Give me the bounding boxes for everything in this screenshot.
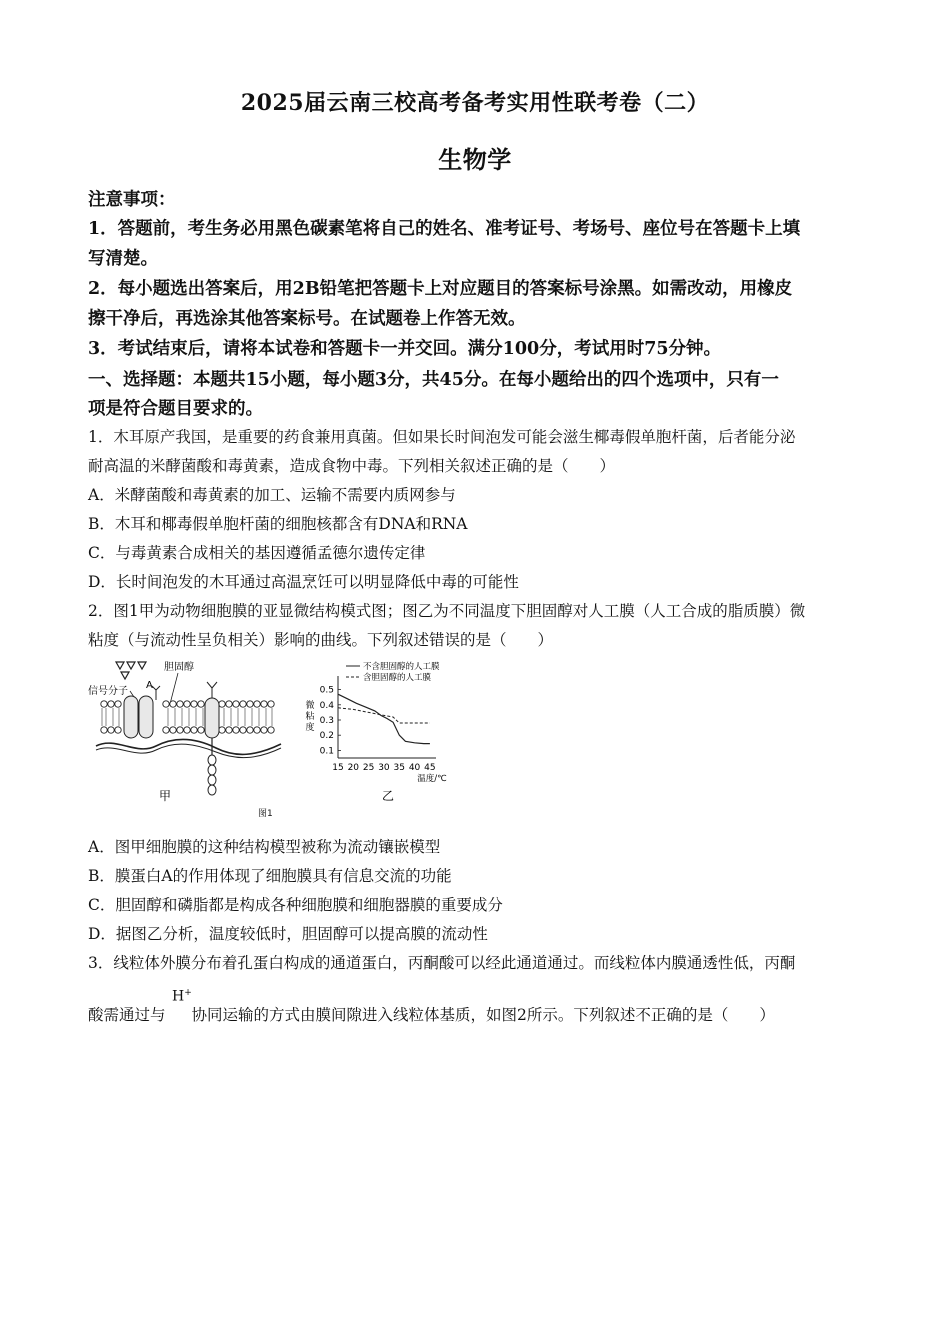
- chart-axes: [338, 676, 436, 758]
- q3-stem-part: 协同运输的方式由膜间隙进入线粒体基质，如图2所示。下列叙述不正确的是（ ）: [191, 1006, 775, 1024]
- y-tick-label: 0.4: [319, 700, 334, 711]
- legend-label: 不含胆固醇的人工膜: [363, 662, 440, 672]
- figure-left-caption: 甲: [159, 789, 172, 803]
- q1-stem: 耐高温的米酵菌酸和毒黄素，造成食物中毒。下列相关叙述正确的是（ ）: [88, 457, 616, 475]
- q2-option-c: C．胆固醇和磷脂都是构成各种细胞膜和细胞器膜的重要成分: [88, 896, 503, 914]
- x-tick-label: 20: [347, 763, 360, 773]
- protein-a-label: A: [146, 680, 153, 691]
- h-ion-symbol: H+: [172, 988, 192, 1005]
- x-tick-label: 15: [332, 763, 344, 773]
- subject-title: 生物学: [438, 145, 512, 174]
- series-line-1: [338, 694, 430, 743]
- q1-option-a: A．米酵菌酸和毒黄素的加工、运输不需要内质网参与: [88, 486, 456, 504]
- q2-stem: 粘度（与流动性呈负相关）影响的曲线。下列叙述错误的是（ ）: [88, 631, 554, 649]
- cholesterol-label: 胆固醇: [164, 662, 194, 673]
- notice-line: 擦干净后，再选涂其他答案标号。在试题卷上作答无效。: [88, 309, 526, 329]
- q3-stem: 3．线粒体外膜分布着孔蛋白构成的通道蛋白，丙酮酸可以经此通道通过。而线粒体内膜通透性低，丙酮: [88, 954, 796, 972]
- y-axis-label-char: 微: [305, 701, 315, 711]
- figure-right-caption: 乙: [382, 789, 395, 803]
- legend-label: 含胆固醇的人工膜: [363, 673, 432, 683]
- series-line-2: [338, 708, 430, 723]
- x-tick-label: 45: [424, 763, 436, 773]
- q2-stem: 2．图1甲为动物细胞膜的亚显微结构模式图；图乙为不同温度下胆固醇对人工膜（人工合成的脂质膜）微: [88, 602, 806, 620]
- x-tick-label: 25: [362, 763, 375, 773]
- y-axis-label-char: 粘: [305, 712, 315, 722]
- notice-heading: 注意事项：: [88, 190, 176, 210]
- q2-option-b: B．膜蛋白A的作用体现了细胞膜具有信息交流的功能: [88, 867, 452, 885]
- section-heading: 一、选择题：本题共15小题，每小题3分，共45分。在每小题给出的四个选项中，只有一: [88, 370, 779, 390]
- section-heading: 项是符合题目要求的。: [88, 399, 263, 419]
- y-axis-label-char: 度: [305, 723, 315, 733]
- viscosity-chart: [296, 656, 486, 806]
- chart-legend: [346, 661, 440, 683]
- x-tick-label: 35: [393, 763, 405, 773]
- y-tick-label: 0.1: [319, 746, 334, 757]
- notice-line: 写清楚。: [88, 249, 158, 269]
- membrane-diagram: [86, 656, 286, 806]
- glycoprotein-icon: [207, 682, 217, 698]
- notice-line: 2．每小题选出答案后，用2B铅笔把答题卡上对应题目的答案标号涂黑。如需改动，用橡皮: [88, 279, 793, 299]
- q2-option-d: D．据图乙分析，温度较低时，胆固醇可以提高膜的流动性: [88, 925, 488, 943]
- q3-stem-part: 酸需通过与: [88, 1006, 166, 1024]
- figure-caption: 图1: [258, 809, 273, 819]
- q1-stem: 1．木耳原产我国，是重要的药食兼用真菌。但如果长时间泡发可能会滋生椰毒假单胞杆菌，后者能分泌: [88, 428, 796, 446]
- chart-ticks: [305, 686, 447, 784]
- cytoskeleton: [96, 739, 281, 754]
- y-tick-label: 0.5: [319, 685, 334, 696]
- signal-label: 信号分子: [88, 686, 128, 697]
- q1-option-c: C．与毒黄素合成相关的基因遵循孟德尔遗传定律: [88, 544, 426, 562]
- notice-line: 1．答题前，考生务必用黑色碳素笔将自己的姓名、准考证号、考场号、座位号在答题卡上填: [88, 219, 801, 239]
- q1-option-d: D．长时间泡发的木耳通过高温烹饪可以明显降低中毒的可能性: [88, 573, 519, 591]
- signal-molecules-icon: [116, 662, 146, 679]
- exam-title: 2025届云南三校高考备考实用性联考卷（二）: [240, 90, 710, 116]
- q2-option-a: A．图甲细胞膜的这种结构模型被称为流动镶嵌模型: [88, 838, 441, 856]
- y-tick-label: 0.3: [319, 716, 334, 726]
- q3-stem: [88, 1003, 868, 1025]
- chart-lines: [338, 694, 430, 743]
- x-tick-label: 30: [378, 763, 390, 773]
- x-tick-label: 40: [408, 763, 421, 773]
- y-tick-label: 0.2: [319, 731, 334, 742]
- notice-line: 3．考试结束后，请将本试卷和答题卡一并交回。满分100分，考试用时75分钟。: [88, 339, 722, 359]
- x-axis-label: 温度/℃: [417, 774, 447, 784]
- q1-option-b: B．木耳和椰毒假单胞杆菌的细胞核都含有DNA和RNA: [88, 515, 468, 533]
